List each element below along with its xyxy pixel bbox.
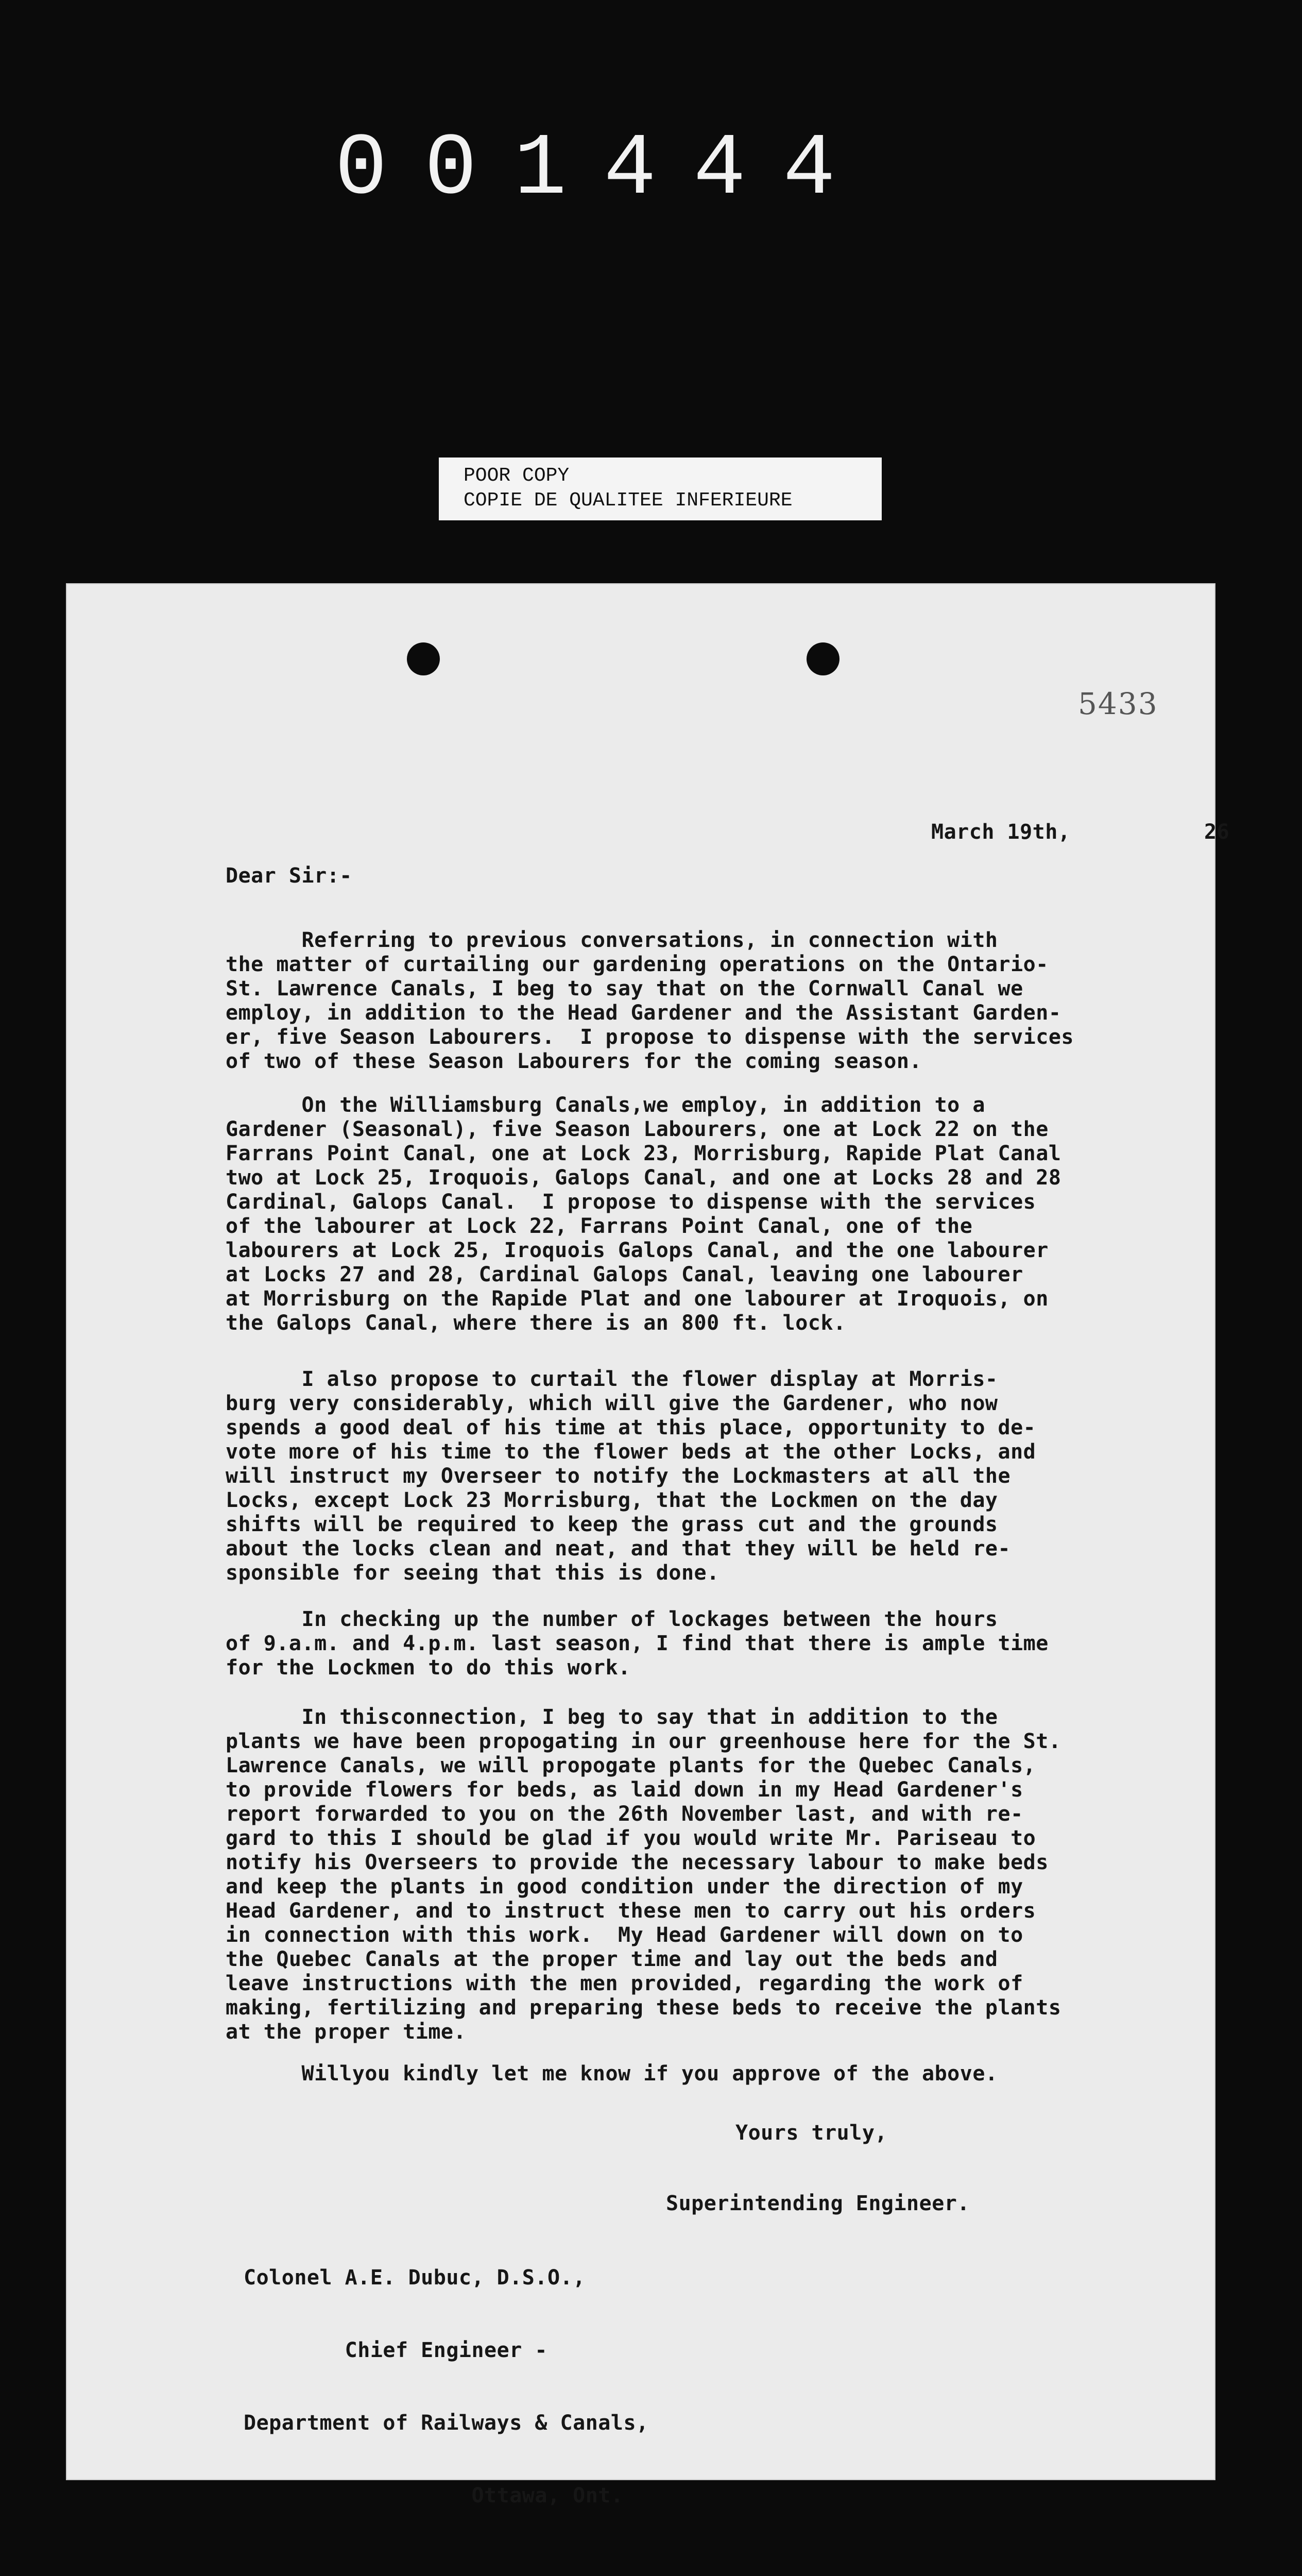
punch-hole-right [807,642,840,675]
salutation: Dear Sir:- [226,864,352,888]
letter-year: 26 [1204,820,1230,844]
letter-date: March 19th, [931,820,1071,844]
paragraph-1: Referring to previous conversations, in connection with the matter of curtailing our gardening operations on the Ontario- St. Lawrence Canals, I beg to say that on the Cornwall Canal we employ, in addition to the Head Gardener and the Assistant Garden- er, five Season Labourers. I propose to dispense with the services of two of these Season Labourers for the coming season. [226,928,1074,1073]
paragraph-6: Willyou kindly let me know if you approve of the above. [226,2062,998,2086]
microfilm-frame-number: 001444 [335,120,873,219]
signatory-title: Superintending Engineer. [666,2192,970,2215]
poor-copy-notice [439,457,882,520]
paragraph-5: In thisconnection, I beg to say that in addition to the plants we have been propogating in our greenhouse here for the St. Lawrence Canals, we will propogate plants for the Quebec Canals, to provide flowers for beds, as laid down in my Head Gardener's report forwarded to you on the 26th November last, and with re- gard to this I should be glad if you would write Mr. Pariseau to notify his Overseers to provide the necessary labour to make beds and keep the plants in good condition under the direction of my Head Gardener, and to instruct these men to carry out his orders in connection with this work. My Head Gardener will down on to the Quebec Canals at the proper time and lay out the beds and leave instructions with the men provided, regarding the work of making, fertilizing and preparing these beds to receive the plants at the proper time. [226,1705,1061,2044]
closing: Yours truly, [735,2121,887,2145]
punch-hole-left [407,642,440,675]
letter-heading [226,820,1250,941]
addressee-line: Chief Engineer - [244,2338,547,2362]
addressee-line: Department of Railways & Canals, [244,2411,649,2435]
paragraph-3: I also propose to curtail the flower display at Morris- burg very considerably, which will give the Gardener, who now spends a good deal of his time at this place, opportunity to de- vote more of his time to the flower beds at the other Locks, and will instruct my Overseer to notify the Lockmasters at all the Locks, except Lock 23 Morrisburg, that the Lockmen on the day shifts will be required to keep the grass cut and the grounds about the locks clean and neat, and that they will be held re- sponsible for seeing that this is done. [226,1367,1036,1585]
folio-number: 5433 [1078,686,1158,721]
addressee-line: Colonel A.E. Dubuc, D.S.O., [244,2266,586,2290]
addressee-line: Ottawa, Ont. [244,2484,624,2507]
addressee-block [244,2217,1269,2556]
poor-copy-line-fr: COPIE DE QUALITEE INFERIEURE [464,489,793,512]
letter-page [66,583,1230,2507]
paragraph-2: On the Williamsburg Canals,we employ, in addition to a Gardener (Seasonal), five Season Labourers, one at Lock 22 on the Farrans Point Canal, one at Lock 23, Morrisburg, Rapide Plat Canal two at Lock 25, Iroquois, Galops Canal, and one at Locks 28 and 28 Cardinal, Galops Canal. I propose to dispense with the services of the labourer at Lock 22, Farrans Point Canal, one of the labourers at Lock 25, Iroquois Galops Canal, and the one labourer at Locks 27 and 28, Cardinal Galops Canal, leaving one labourer at Morrisburg on the Rapide Plat and one labourer at Iroquois, on the Galops Canal, where there is an 800 ft. lock. [226,1093,1061,1335]
paragraph-4: In checking up the number of lockages between the hours of 9.a.m. and 4.p.m. last season, I find that there is ample time for the Lockmen to do this work. [226,1607,1049,1680]
poor-copy-line-en: POOR COPY [464,465,570,487]
